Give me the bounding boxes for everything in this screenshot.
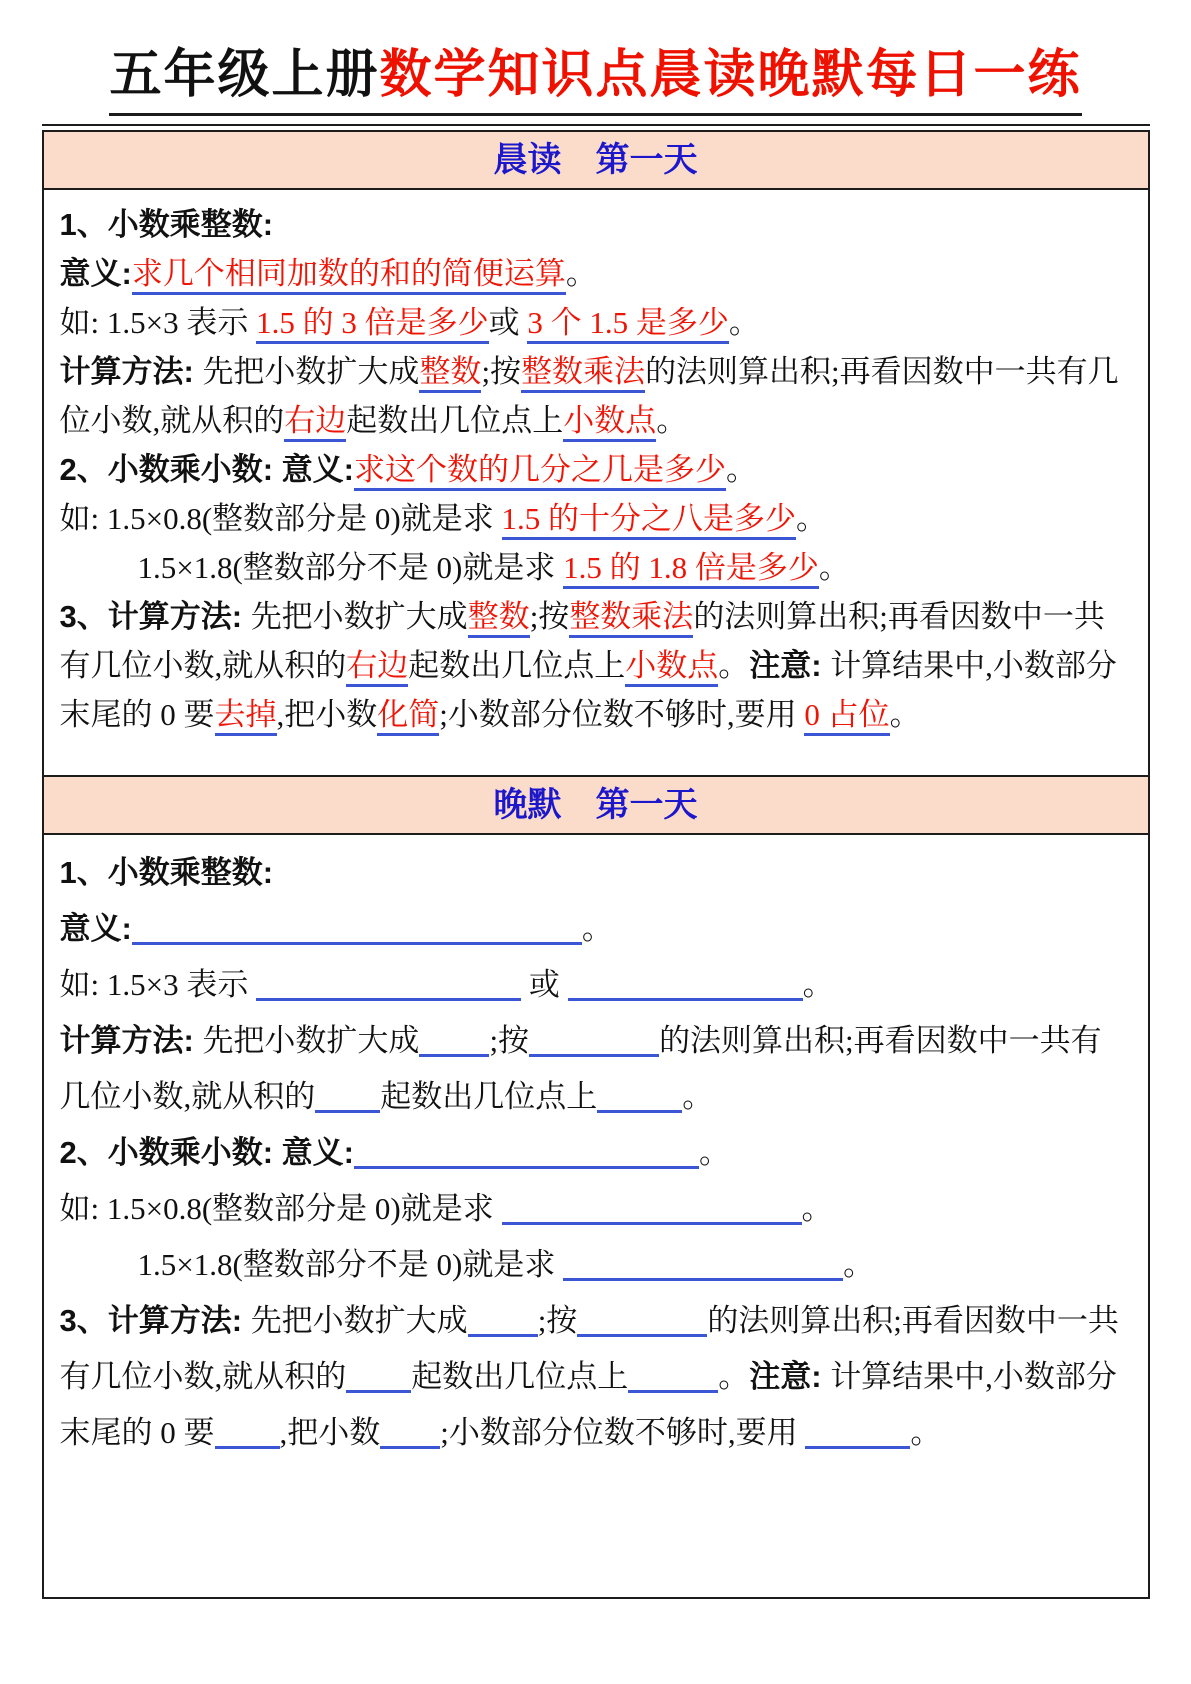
body-text: 先把小数扩大成 [250,1303,468,1338]
label-text: 1、小数乘整数: [59,207,274,242]
body-text: 。 [699,1135,730,1170]
body-text: 或 [521,967,568,1002]
paragraph [60,347,1132,445]
body-text: 。 [843,1247,875,1282]
fill-in-blank-line [419,1020,489,1057]
body-text: 先把小数扩大成 [250,599,468,634]
paragraph [60,494,1132,543]
body-text: ,把小数 [279,1415,381,1450]
body-text: ;小数部分位数不够时,要用 [439,697,805,732]
body-text: 。 [801,1191,833,1226]
answer-text: 整数乘法 [521,354,645,393]
body-text: ,把小数 [276,697,378,732]
fill-in-blank-line [502,1188,802,1225]
paragraph [60,543,1132,592]
worksheet-table [42,132,1150,1599]
answer-text: 3 个 1.5 是多少 [527,305,729,344]
body-text: 。 [910,1415,942,1450]
label-text: 2、小数乘小数: 意义: [59,452,354,487]
fill-in-blank-line [380,1412,440,1449]
fill-in-blank-line [529,1020,659,1057]
body-text: 。 [726,452,757,487]
label-text: 2、小数乘小数: 意义: [59,1135,354,1170]
body-text: 如: 1.5×0.8(整数部分是 0)就是求 [59,501,502,536]
body-text: 如: 1.5×3 表示 [59,967,257,1002]
label-text: 计算方法: [59,354,203,389]
paragraph [60,249,1132,298]
body-text: 如: 1.5×3 表示 [59,305,257,340]
fill-in-blank-line [468,1300,538,1337]
fill-in-blank-line [315,1076,380,1113]
page-title-text [109,44,1081,116]
paragraph [60,901,1132,957]
answer-text: 右边 [346,648,408,687]
answer-text: 右边 [284,403,346,442]
body-text: 计算结果中,小数部分末尾的 0 要 [59,648,1117,732]
paragraph [60,445,1132,494]
label-text: 计算方法: [59,1023,203,1058]
section-header-evening-label: 晚默 第一天 [493,786,698,824]
paragraph [60,1293,1132,1461]
paragraph [60,1181,1132,1237]
page-title [0,44,1191,116]
paragraph [60,957,1132,1013]
fill-in-blank-line [805,1412,910,1449]
body-text: 起数出几位点上 [346,403,564,438]
answer-text: 小数点 [625,648,718,687]
title-grade-label: 五年级上册 [109,47,380,104]
fill-in-blank-line [346,1356,411,1393]
body-text: ;小数部分位数不够时,要用 [440,1415,806,1450]
label-text: 注意: [749,648,831,683]
label-text: 3、计算方法: [59,1303,251,1338]
body-text: 起数出几位点上 [411,1359,629,1394]
answer-text: 整数 [468,599,530,638]
paragraph [60,1013,1132,1125]
label-text: 1、小数乘整数: [59,855,274,890]
label-text: 注意: [749,1359,831,1394]
body-text: ;按 [481,354,522,389]
body-text: 先把小数扩大成 [202,354,420,389]
section-header-morning [44,132,1148,190]
fill-in-blank-line [577,1300,707,1337]
body-text: 。 [728,305,760,340]
body-text: 。 [565,256,597,291]
answer-text: 整数 [419,354,481,393]
body-text: ;按 [537,1303,578,1338]
body-text: 起数出几位点上 [380,1079,598,1114]
body-text: 。 [802,967,834,1002]
body-text: 1.5×1.8(整数部分不是 0)就是求 [137,1247,564,1282]
paragraph [60,1237,1132,1293]
body-text: 。 [818,550,850,585]
answer-text: 化简 [377,697,439,736]
label-text: 意义: [59,256,132,291]
body-text: 1.5×1.8(整数部分不是 0)就是求 [137,550,564,585]
fill-in-blank-line [354,1132,699,1169]
body-text: 先把小数扩大成 [202,1023,420,1058]
fill-in-blank-line [568,964,803,1001]
paragraph [60,1125,1132,1181]
section-header-morning-label: 晨读 第一天 [493,141,698,179]
answer-text: 0 占位 [804,697,889,736]
body-text: 。 [718,648,750,683]
fill-in-blank-line [215,1412,280,1449]
body-text: 。 [656,403,688,438]
answer-text: 求几个相同加数的和的简便运算 [132,256,566,295]
answer-text: 求这个数的几分之几是多少 [354,452,726,491]
title-subject-label: 数学知识点晨读晚默每日一练 [379,47,1082,104]
body-text: 。 [718,1359,750,1394]
paragraph [60,298,1132,347]
body-text: ;按 [489,1023,530,1058]
answer-text: 小数点 [563,403,656,442]
paragraph [60,845,1132,901]
body-text: ;按 [529,599,570,634]
paragraph [60,592,1132,739]
section-body-morning [44,190,1148,775]
fill-in-blank-line [597,1076,682,1113]
body-text: 起数出几位点上 [408,648,626,683]
body-text: 。 [889,697,921,732]
body-text: 如: 1.5×0.8(整数部分是 0)就是求 [59,1191,502,1226]
label-text: 3、计算方法: [59,599,251,634]
title-divider-rule [42,124,1150,132]
section-body-evening [44,835,1148,1597]
label-text: 意义: [59,911,132,946]
section-header-evening [44,775,1148,835]
body-text: 的法则算出积;再看因数中一共有几位小数,就从积的 [59,599,1105,683]
paragraph [60,200,1132,249]
answer-text: 1.5 的 3 倍是多少 [256,305,489,344]
fill-in-blank-line [132,908,582,945]
answer-text: 去掉 [215,697,277,736]
answer-text: 1.5 的 1.8 倍是多少 [563,550,819,589]
body-text: 的法则算出积;再看因数中一共有几位小数,就从积的 [59,1303,1119,1394]
answer-text: 整数乘法 [569,599,693,638]
fill-in-blank-line [563,1244,843,1281]
body-text: 。 [796,501,827,536]
answer-text: 1.5 的十分之八是多少 [502,501,797,540]
body-text: 或 [488,305,528,340]
body-text: 的法则算出积;再看因数中一共有几位小数,就从积的 [59,1023,1102,1114]
fill-in-blank-line [628,1356,718,1393]
fill-in-blank-line [256,964,521,1001]
body-text: 计算结果中,小数部分末尾的 0 要 [59,1359,1117,1450]
body-text: 。 [682,1079,714,1114]
body-text: 的法则算出积;再看因数中一共有几位小数,就从积的 [59,354,1119,438]
body-text: 。 [581,911,613,946]
